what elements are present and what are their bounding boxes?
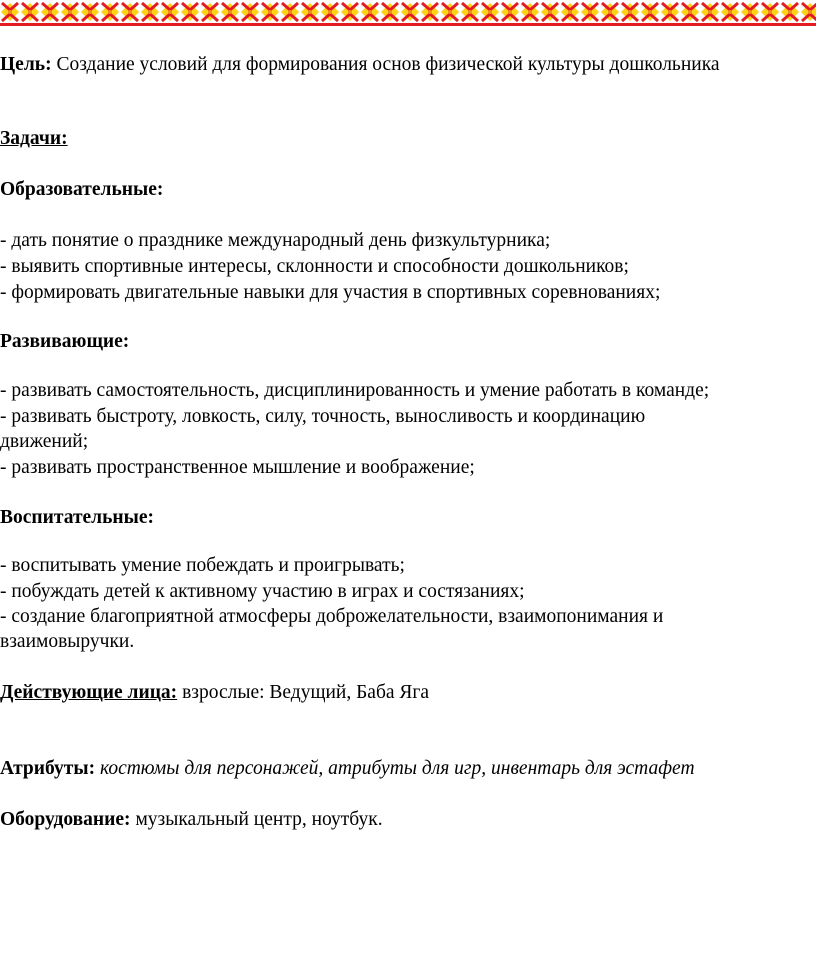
equipment-label: Оборудование: <box>0 809 131 830</box>
tasks-heading: Задачи: <box>0 128 68 149</box>
upbringing-heading: Воспитательные: <box>0 507 155 528</box>
upbringing-item-3-continued: взаимовыручки. <box>0 631 135 652</box>
developing-item-1: - развивать самостоятельность, дисциплинированность и умение работать в команде; <box>0 380 710 401</box>
characters-label: Действующие лица: <box>0 682 178 703</box>
upbringing-item-2: - побуждать детей к активному участию в играх и состязаниях; <box>0 581 525 602</box>
characters-text: взрослые: Ведущий, Баба Яга <box>177 682 430 703</box>
educational-item-2: - выявить спортивные интересы, склонности и способности дошкольников; <box>0 256 629 277</box>
equipment-text: музыкальный центр, ноутбук. <box>130 809 383 830</box>
upbringing-item-1: - воспитывать умение побеждать и проигрывать; <box>0 555 405 576</box>
attributes-paragraph <box>0 756 695 782</box>
educational-heading: Образовательные: <box>0 179 164 200</box>
goal-text: Создание условий для формирования основ физической культуры дошкольника <box>51 54 720 75</box>
characters-paragraph <box>0 680 429 706</box>
goal-paragraph <box>0 52 720 78</box>
developing-item-2: - развивать быстроту, ловкость, силу, точность, выносливость и координацию <box>0 406 646 427</box>
upbringing-item-3: - создание благоприятной атмосферы доброжелательности, взаимопонимания и <box>0 606 664 627</box>
developing-item-2-continued: движений; <box>0 431 89 452</box>
developing-item-3: - развивать пространственное мышление и воображение; <box>0 457 475 478</box>
developing-heading: Развивающие: <box>0 331 130 352</box>
goal-label: Цель: <box>0 54 52 75</box>
attributes-label: Атрибуты: <box>0 758 96 779</box>
attributes-text: костюмы для персонажей, атрибуты для игр, инвентарь для эстафет <box>95 758 695 779</box>
educational-item-3: - формировать двигательные навыки для участия в спортивных соревнованиях; <box>0 282 661 303</box>
equipment-paragraph <box>0 807 383 833</box>
educational-item-1: - дать понятие о празднике международный день физкультурника; <box>0 230 551 251</box>
